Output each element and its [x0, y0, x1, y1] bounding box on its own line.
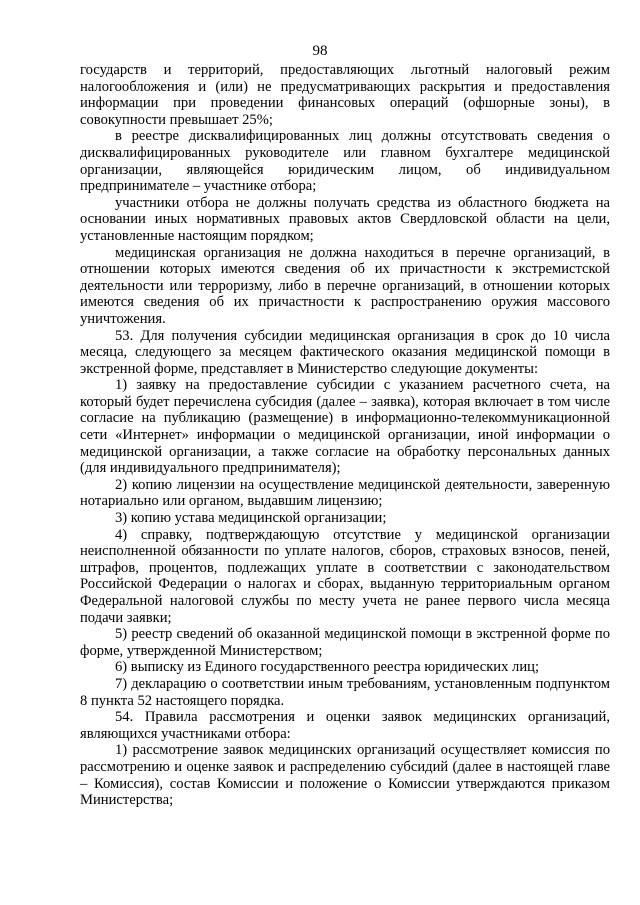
- document-body: [80, 62, 610, 809]
- paragraph: 7) декларацию о соответствии иным требованиям, установленным подпунктом 8 пункта 52 настоящего порядка.: [80, 675, 610, 709]
- paragraph: 2) копию лицензии на осуществление медицинской деятельности, заверенную нотариально или органом, выдавшим лицензию;: [80, 476, 610, 510]
- paragraph-continuation: государств и территорий, предоставляющих льготный налоговый режим налогообложения и (или) не предусматривающих раскрытия и предоставления информации при проведении финансовых операций (офшорные зоны), в совокупности превышает 25%;: [80, 62, 610, 128]
- paragraph: 6) выписку из Единого государственного реестра юридических лиц;: [115, 659, 540, 676]
- page-number: 98: [312, 43, 328, 59]
- paragraph: 4) справку, подтверждающую отсутствие у медицинской организации неисполненной обязанности по уплате налогов, сборов, страховых взносов, пеней, штрафов, процентов, подлежащих уплате в соответствии с законодательством Российской Федерации о налогах и сборах, выданную территориальным органом Федеральной налоговой службы по месту учета не ранее первого числа месяца подачи заявки;: [80, 526, 610, 626]
- paragraph-clause-53: 53. Для получения субсидии медицинская организация в срок до 10 числа месяца, следующего за месяцем фактического оказания медицинской помощи в экстренной форме, представляет в Министерство следующие документы:: [80, 327, 610, 377]
- paragraph: в реестре дисквалифицированных лиц должны отсутствовать сведения о дисквалифицированных руководителе или главном бухгалтере медицинской организации, являющейся юридическим лицом, об индивидуальном предпринимателе – участнике отбора;: [80, 128, 610, 195]
- paragraph: 1) рассмотрение заявок медицинских организаций осуществляет комиссия по рассмотрению и оценке заявок и распределению субсидий (далее в настоящей главе – Комиссия), состав Комиссии и положение о Комиссии утверждаются приказом Министерства;: [80, 742, 610, 809]
- paragraph: 1) заявку на предоставление субсидии с указанием расчетного счета, на который будет перечислена субсидия (далее – заявка), которая включает в том числе согласие на публикацию (размещение) в информационно-телекоммуникационной сети «Интернет» информации о медицинской организации, иной информации о медицинской организации, а также согласие на обработку персональных данных (для индивидуального предпринимателя);: [80, 377, 610, 477]
- paragraph: 5) реестр сведений об оказанной медицинской помощи в экстренной форме по форме, утвержденной Министерством;: [80, 626, 610, 659]
- paragraph: медицинская организация не должна находиться в перечне организаций, в отношении которых имеются сведения об их причастности к экстремистской деятельности или терроризму, либо в перечне организаций, в отношении которых имеются сведения об их причастности к распространению оружия массового уничтожения.: [80, 244, 610, 327]
- paragraph-clause-54: 54. Правила рассмотрения и оценки заявок медицинских организаций, являющихся участниками отбора:: [80, 709, 610, 742]
- paragraph: участники отбора не должны получать средства из областного бюджета на основании иных нормативных правовых актов Свердловской области на цели, установленные настоящим порядком;: [80, 194, 610, 244]
- paragraph: 3) копию устава медицинской организации;: [115, 510, 387, 527]
